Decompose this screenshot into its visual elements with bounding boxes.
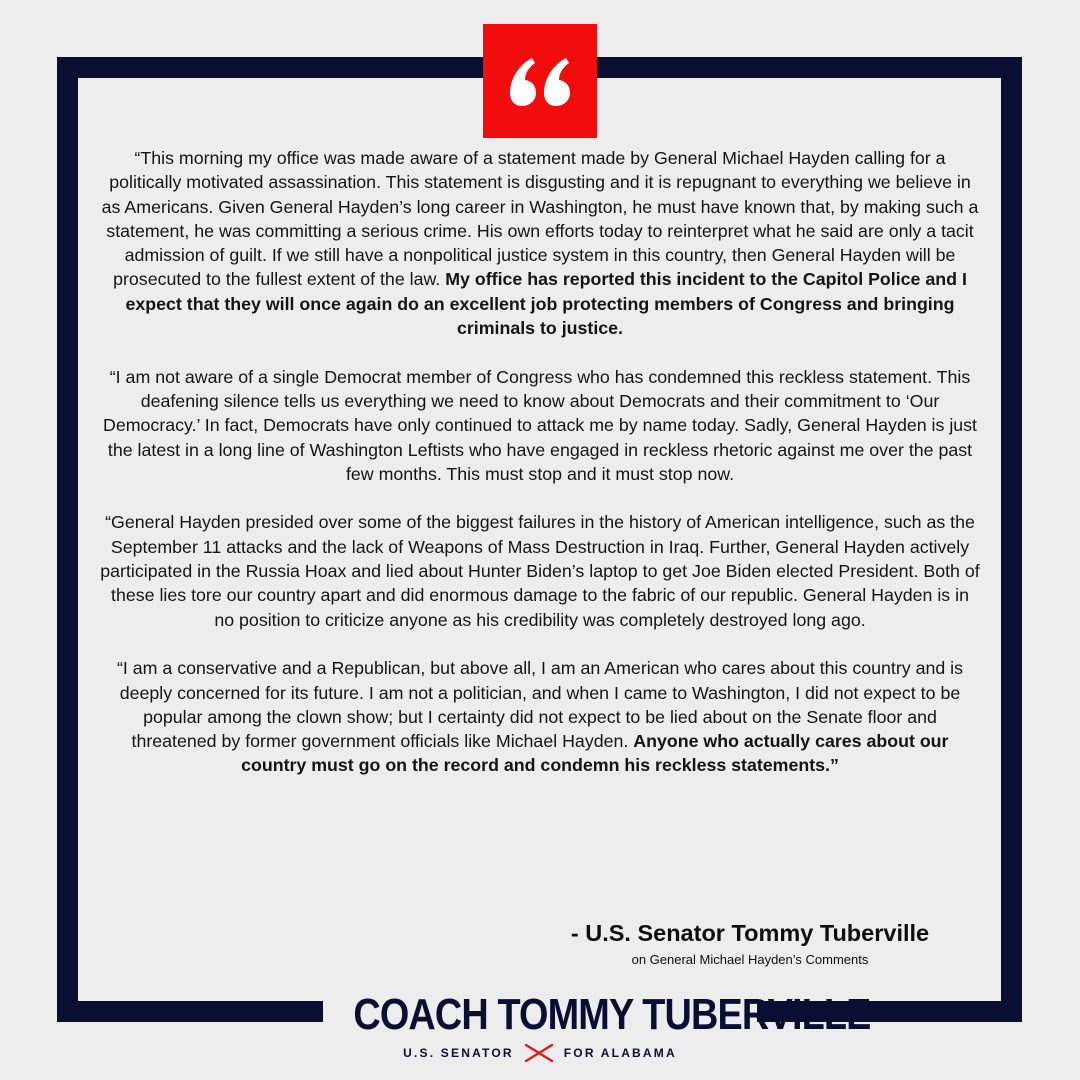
quote-mark-icon	[510, 56, 570, 106]
statement-paragraph: “I am a conservative and a Republican, but above all, I am an American who cares about this country and is deeply concerned for its future. I am not a politician, and when I came to Washington, I did not expect to be popular among the clown show; but I certainty did not expect to be lied about on the Senate floor and threatened by former government officials like Michael Hayden. Anyone who actually cares about our country must go on the record and condemn his reckless statements.”	[116, 658, 964, 776]
logo-tagline	[323, 1044, 757, 1062]
signature	[500, 918, 1000, 969]
signature-name: - U.S. Senator Tommy Tuberville	[570, 920, 930, 946]
brand-logo	[323, 988, 871, 1062]
quote-badge	[483, 24, 597, 138]
logo-name: COACH TOMMY TUBERVILLE	[353, 990, 871, 1039]
logo-tag-right: FOR ALABAMA	[563, 1046, 677, 1060]
statement-paragraph: “General Hayden presided over some of the biggest failures in the history of American intelligence, such as the September 11 attacks and the lack of Weapons of Mass Destruction in Iraq. Further, General Hayden actively participated in the Russia Hoax and lied about Hunter Biden’s laptop to get Joe Biden elected President. Both of these lies tore our country apart and did enormous damage to the fabric of our republic. General Hayden is in no position to criticize anyone as his credibility was completely destroyed long ago.	[100, 512, 980, 630]
statement-body	[100, 146, 980, 802]
statement-paragraph: “This morning my office was made aware of a statement made by General Michael Hayden calling for a politically motivated assassination. This statement is disgusting and it is repugnant to everything we believe in as Americans. Given General Hayden’s long career in Washington, he must have known that, by making such a statement, he was committing a serious crime. His own efforts today to reinterpret what he said are only a tacit admission of guilt. If we still have a nonpolitical justice system in this country, then General Hayden will be prosecuted to the fullest extent of the law. My office has reported this incident to the Capitol Police and I expect that they will once again do an excellent job protecting members of Congress and bringing criminals to justice.	[101, 148, 979, 339]
statement-paragraph: “I am not aware of a single Democrat member of Congress who has condemned this reckless statement. This deafening silence tells us everything we need to know about Democrats and their commitment to ‘Our Democracy.’ In fact, Democrats have only continued to attack me by name today. Sadly, General Hayden is just the latest in a long line of Washington Leftists who have engaged in reckless rhetoric against me over the past few months. This must stop and it must stop now.	[103, 366, 977, 484]
red-x-icon	[524, 1044, 554, 1062]
signature-subtitle: on General Michael Hayden’s Comments	[631, 952, 869, 967]
logo-tag-left: U.S. SENATOR	[403, 1046, 514, 1060]
bold-text: My office has reported this incident to the Capitol Police and I expect that they will once again do an excellent job protecting members of Congress and bringing criminals to justice.	[125, 269, 967, 339]
bold-text: Anyone who actually cares about our country must go on the record and condemn his reckless statements.”	[241, 731, 949, 776]
